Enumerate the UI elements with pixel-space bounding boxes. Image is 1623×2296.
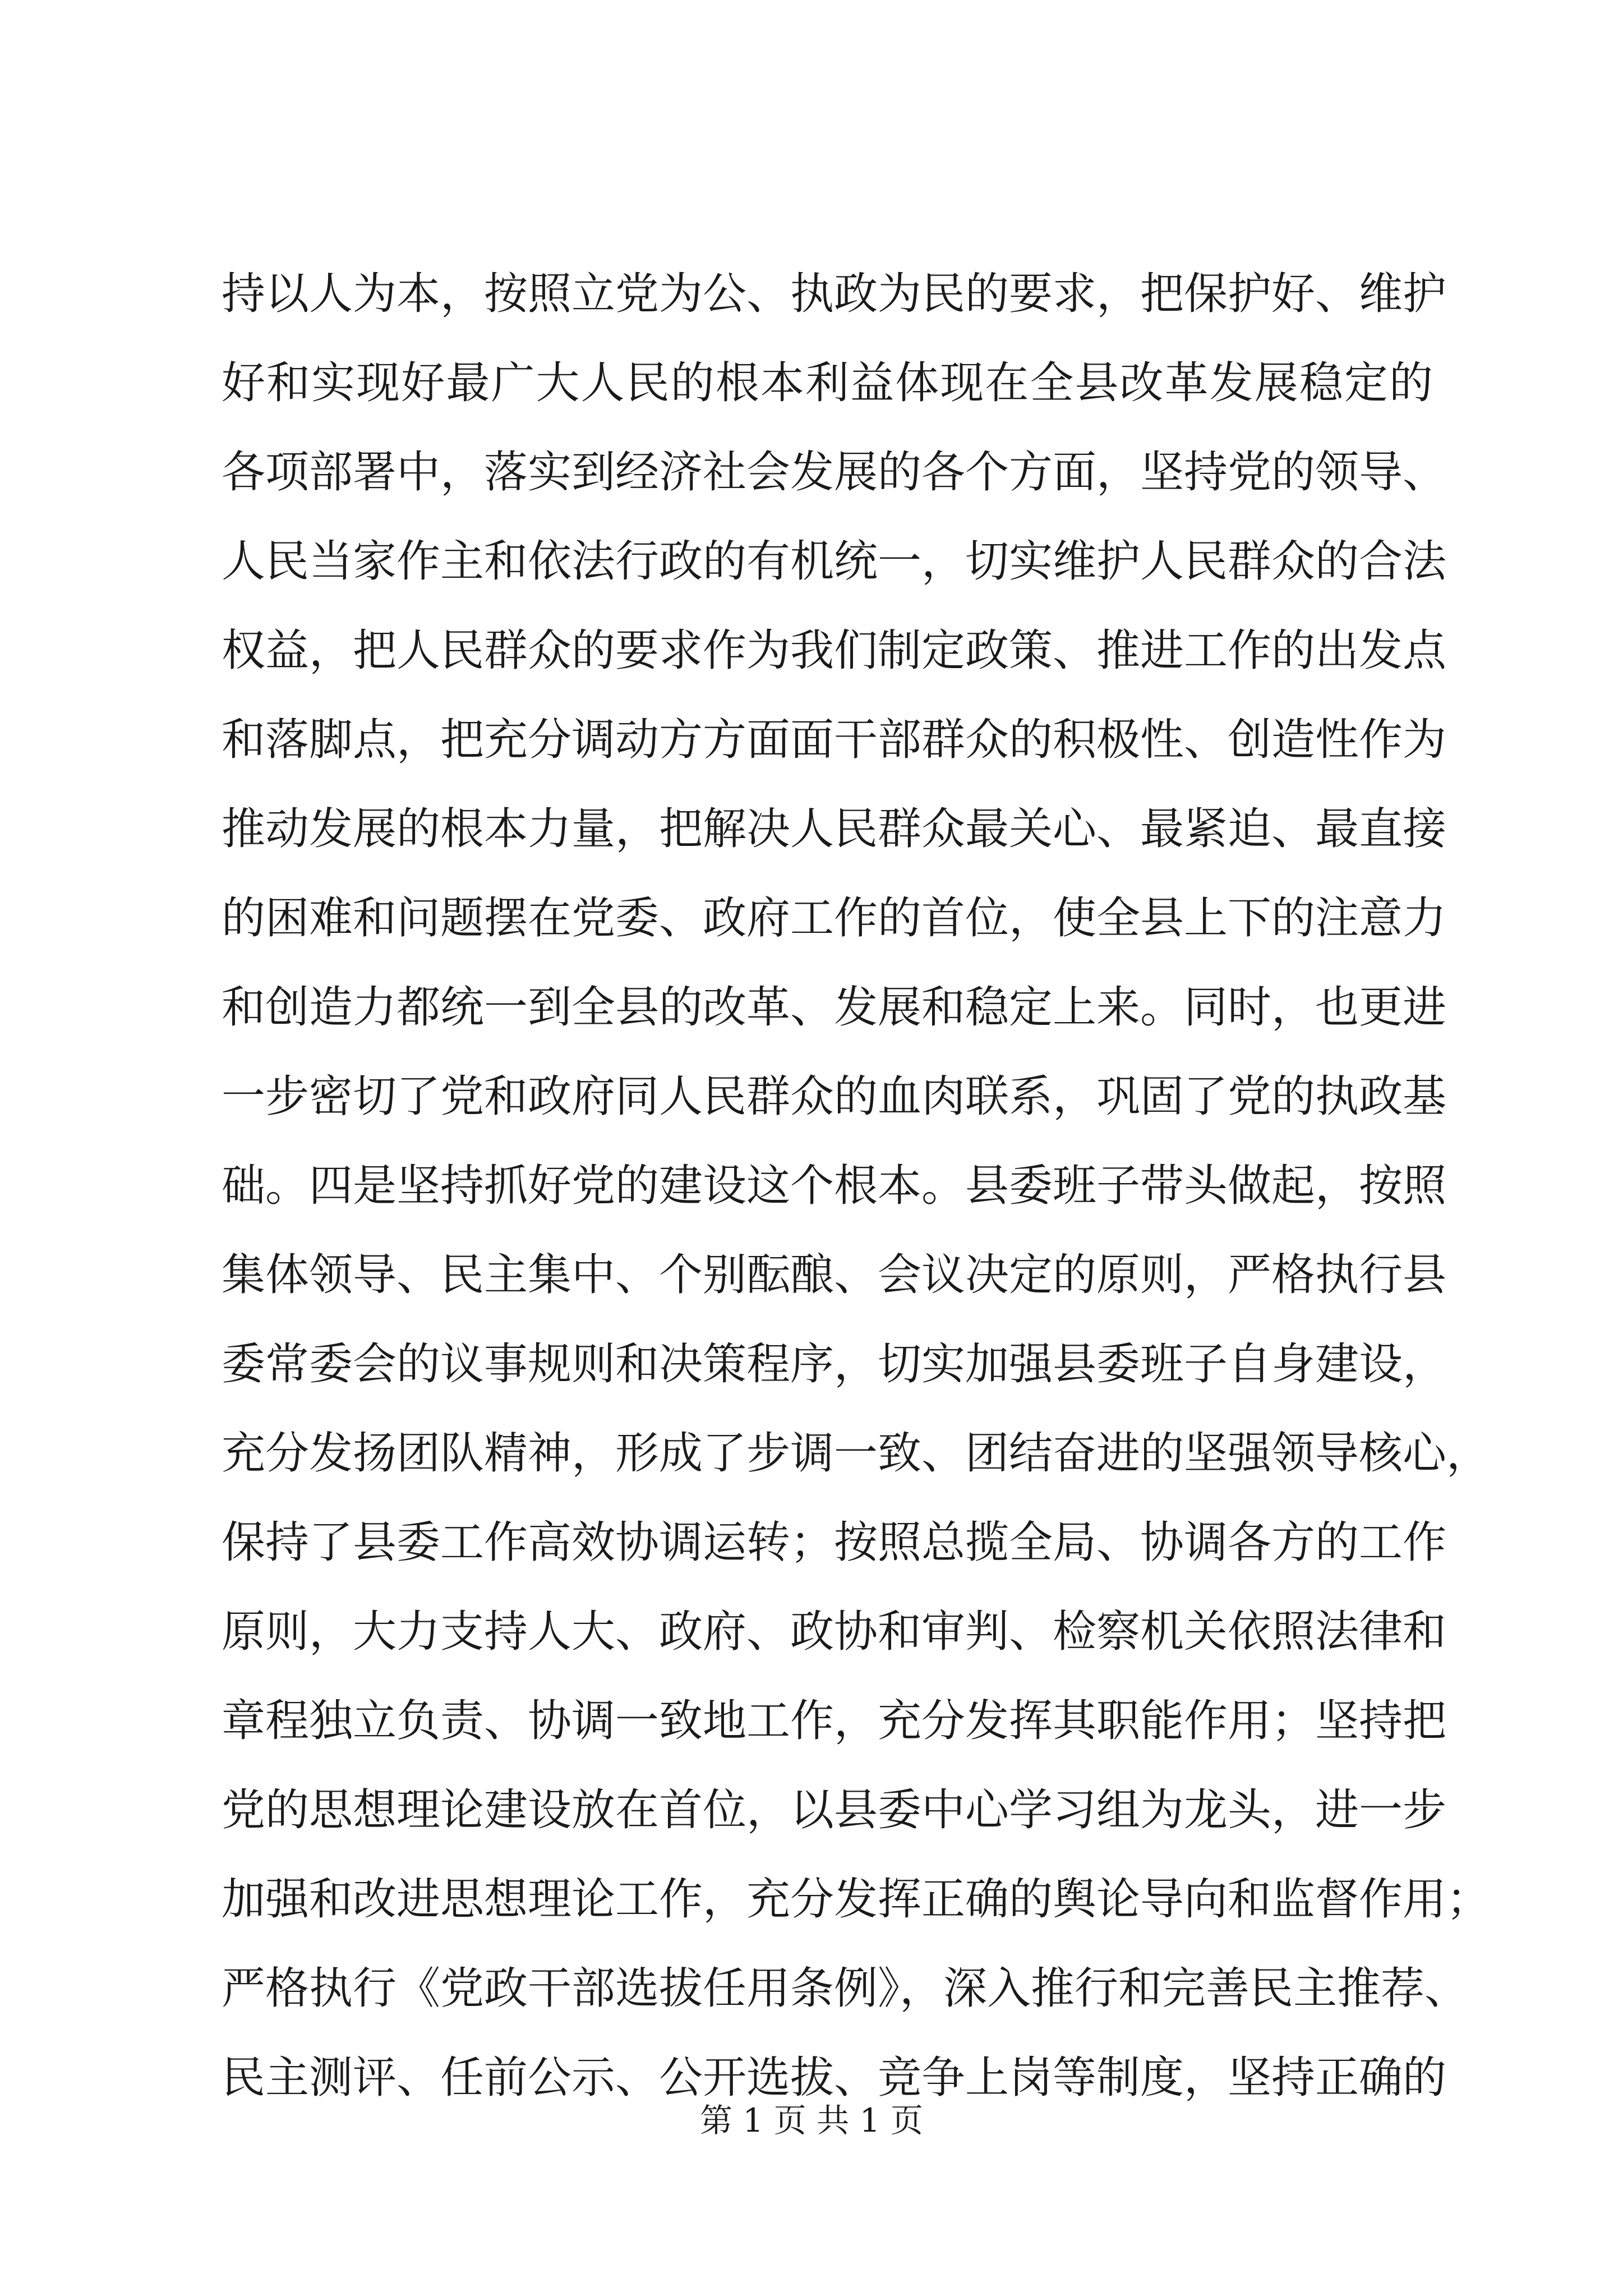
text-line-17: 章程独立负责、协调一致地工作，充分发挥其职能作用；坚持把	[222, 1696, 1447, 1746]
text-line-4: 人民当家作主和依法行政的有机统一，切实维护人民群众的合法	[222, 536, 1447, 587]
text-line-15: 保持了县委工作高效协调运转；按照总揽全局、协调各方的工作	[222, 1517, 1447, 1568]
text-line-12: 集体领导、民主集中、个别酝酿、会议决定的原则，严格执行县	[222, 1250, 1447, 1300]
text-line-6: 和落脚点，把充分调动方方面面干部群众的积极性、创造性作为	[222, 715, 1447, 765]
text-line-3: 各项部署中，落实到经济社会发展的各个方面，坚持党的领导、	[222, 447, 1447, 498]
text-line-7: 推动发展的根本力量，把解决人民群众最关心、最紧迫、最直接	[222, 804, 1447, 854]
text-line-16: 原则，大力支持人大、政府、政协和审判、检察机关依照法律和	[222, 1607, 1447, 1657]
text-line-18: 党的思想理论建设放在首位，以县委中心学习组为龙头，进一步	[222, 1785, 1447, 1835]
text-line-19: 加强和改进思想理论工作，充分发挥正确的舆论导向和监督作用；	[222, 1874, 1491, 1925]
text-line-9: 和创造力都统一到全县的改革、发展和稳定上来。同时，也更进	[222, 982, 1447, 1033]
text-line-20: 严格执行《党政干部选拔任用条例》，深入推行和完善民主推荐、	[222, 1963, 1469, 2014]
body-text	[222, 250, 1491, 2123]
text-line-1: 持以人为本，按照立党为公、执政为民的要求，把保护好、维护	[222, 269, 1447, 319]
text-line-10: 一步密切了党和政府同人民群众的血肉联系，巩固了党的执政基	[222, 1071, 1447, 1122]
text-line-13: 委常委会的议事规则和决策程序，切实加强县委班子自身建设，	[222, 1339, 1447, 1389]
text-line-2: 好和实现好最广大人民的根本利益体现在全县改革发展稳定的	[222, 358, 1433, 408]
text-line-11: 础。四是坚持抓好党的建设这个根本。县委班子带头做起，按照	[222, 1161, 1447, 1211]
text-line-21: 民主测评、任前公示、公开选拔、竞争上岗等制度，坚持正确的	[222, 2053, 1447, 2103]
text-line-8: 的困难和问题摆在党委、政府工作的首位，使全县上下的注意力	[222, 893, 1447, 944]
text-line-14: 充分发扬团队精神，形成了步调一致、团结奋进的坚强领导核心，	[222, 1428, 1491, 1479]
text-line-5: 权益，把人民群众的要求作为我们制定政策、推进工作的出发点	[222, 625, 1447, 676]
page-number-footer: 第 1 页 共 1 页	[700, 2101, 923, 2139]
